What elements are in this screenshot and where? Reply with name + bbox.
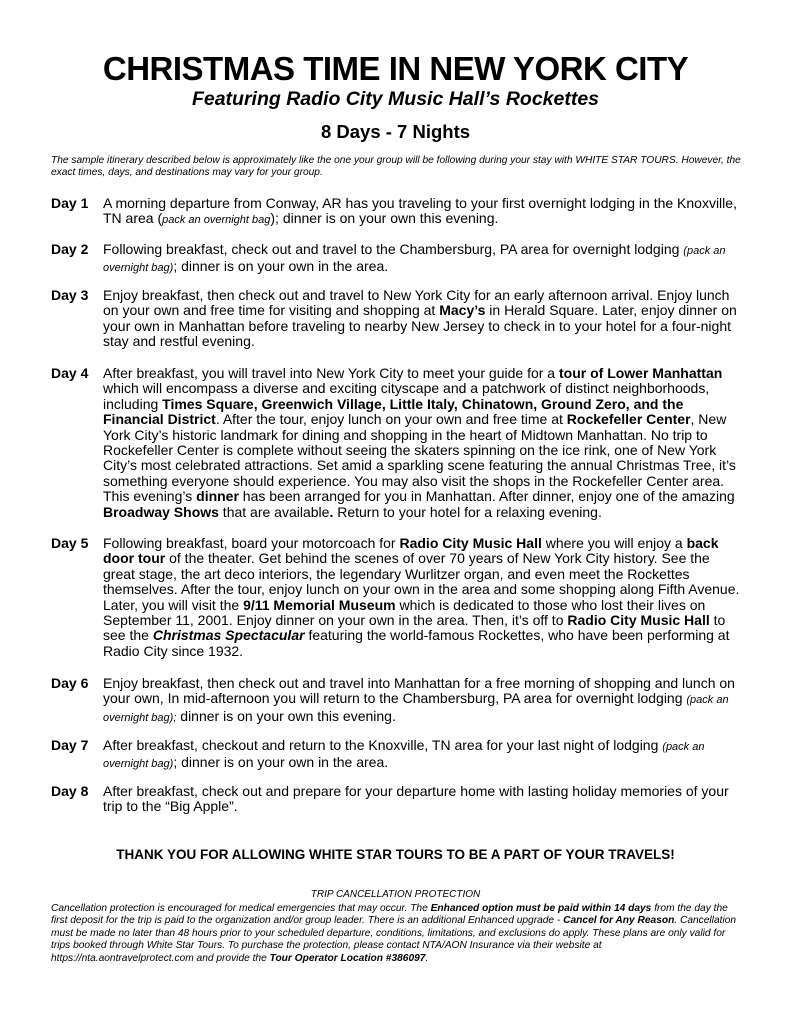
page-subtitle: Featuring Radio City Music Hall’s Rockettes	[191, 88, 600, 110]
cancellation-title: TRIP CANCELLATION PROTECTION	[310, 889, 481, 900]
day-label: Day 3	[51, 287, 89, 303]
day-label: Day 7	[51, 737, 89, 753]
day-label: Day 4	[51, 365, 89, 381]
page-title: CHRISTMAS TIME IN NEW YORK CITY	[102, 50, 689, 87]
day-description: Enjoy breakfast, then check out and travel to New York City for an early afternoon arrival. Enjoy lunch on your own and free time for visiting and shopping at Macy’s in Herald Square. Later, enjoy dinner on your own in Manhattan before traveling to nearby New Jersey to check in to your hotel for a four-night stay and restful evening.	[103, 287, 737, 350]
day-label: Day 1	[51, 195, 89, 211]
trip-duration: 8 Days - 7 Nights	[320, 121, 471, 142]
day-description: After breakfast, you will travel into New York City to meet your guide for a tour of Lower Manhattan which will encompass a diverse and exciting cityscape and a patchwork of distinct neighborhoods, including Times Square, Greenwich Village, Little Italy, Chinatown, Ground Zero, and the Financial District. After the tour, enjoy lunch on your own and free time at Rockefeller Center, New York City’s historic landmark for dining and shopping in the heart of Midtown Manhattan. No trip to Rockefeller Center is complete without seeing the skaters spinning on the ice rink, one of New York City’s most celebrated attractions. Set amid a sparkling scene featuring the annual Christmas Tree, it’s something everyone should experience. You may also visit the shops in the Rockefeller Center area. This evening’s dinner has been arranged for you in Manhattan. After dinner, enjoy one of the amazing Broadway Shows that are available. Return to your hotel for a relaxing evening.	[103, 365, 736, 520]
day-description: Following breakfast, board your motorcoach for Radio City Music Hall where you will enjoy a back door tour of the theater. Get behind the scenes of over 70 years of New York City history. See the great stage, the art deco interiors, the legendary Wurlitzer organ, and even meet the Rockettes themselves. After the tour, enjoy lunch on your own in the area and some shopping along Fifth Avenue. Later, you will visit the 9/11 Memorial Museum which is dedicated to those who lost their lives on September 11, 2001. Enjoy dinner on your own in the area. Then, it’s off to Radio City Music Hall to see the Christmas Spectacular featuring the world-famous Rockettes, who have been performing at Radio City since 1932.	[103, 535, 740, 659]
day-label: Day 5	[51, 535, 89, 551]
day-description: After breakfast, checkout and return to the Knoxville, TN area for your last night of lodging (pack an overnight bag); dinner is on your own in the area.	[103, 737, 705, 771]
day-description: After breakfast, check out and prepare for your departure home with lasting holiday memories of your trip to the “Big Apple”.	[103, 783, 729, 815]
day-label: Day 8	[51, 783, 89, 799]
itinerary-disclaimer: The sample itinerary described below is approximately like the one your group will be following during your stay with WHITE STAR TOURS. However, the exact times, days, and destinations may vary for your group.	[51, 155, 741, 178]
day-description: Enjoy breakfast, then check out and travel into Manhattan for a free morning of shopping and lunch on your own, In mid-afternoon you will return to the Chambersburg, PA area for overnight lodging (pack an overnight bag); dinner is on your own this evening.	[103, 675, 735, 724]
day-description: Following breakfast, check out and travel to the Chambersburg, PA area for overnight lodging (pack an overnight bag); dinner is on your own in the area.	[103, 241, 726, 275]
cancellation-body: Cancellation protection is encouraged for medical emergencies that may occur. The Enhanced option must be paid within 14 days from the day the first deposit for the trip is paid to the organization and/or group leader. There is an additional Enhanced upgrade - Cancel for Any Reason. Cancellation must be made no later than 48 hours prior to your scheduled departure, conditions, limitations, and exclusions do apply. These plans are only valid for trips booked through White Star Tours. To purchase the protection, please contact NTA/AON Insurance via their website at https://nta.aontravelprotect.com and provide the Tour Operator Location #386097.	[51, 903, 737, 964]
day-description: A morning departure from Conway, AR has you traveling to your first overnight lodging in the Knoxville, TN area (pack an overnight bag); dinner is on your own this evening.	[103, 195, 737, 227]
thank-you-message: THANK YOU FOR ALLOWING WHITE STAR TOURS TO BE A PART OF YOUR TRAVELS!	[116, 847, 675, 862]
day-label: Day 6	[51, 675, 89, 691]
day-label: Day 2	[51, 241, 89, 257]
